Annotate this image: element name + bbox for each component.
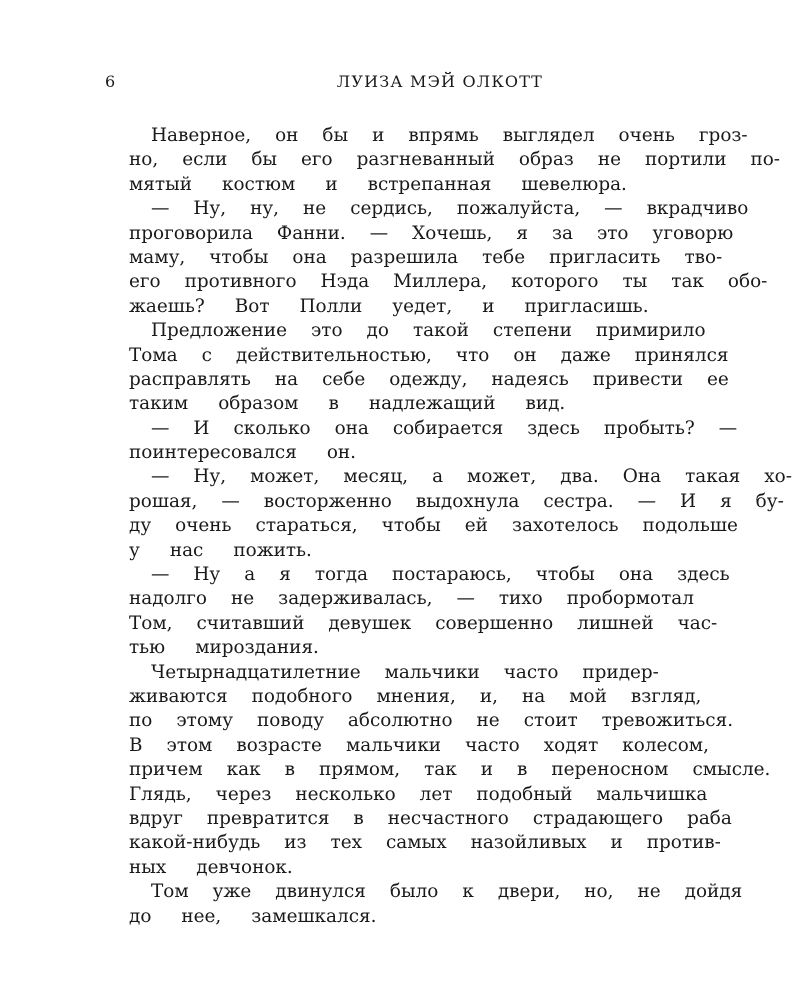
text-line: В этом возрасте мальчики часто ходят колесом, — [129, 734, 709, 756]
text-line: Глядь, через несколько лет подобный мальчишка — [129, 783, 708, 805]
running-head — [105, 72, 543, 96]
text-line: его противного Нэда Миллера, которого ты так обо- — [129, 271, 768, 293]
text-line: — И сколько она собирается здесь пробыть? — — [151, 417, 738, 439]
paragraph — [105, 563, 730, 661]
text-line: до нее, замешкался. — [129, 905, 377, 927]
text-line: Наверное, он бы и впрямь выглядел очень гроз- — [151, 125, 748, 146]
text-line: жаешь? Вот Полли уедет, и пригласишь. — [129, 295, 649, 317]
text-line: Том, считавший девушек совершенно лишней час- — [129, 612, 718, 634]
text-line: ных девчонок. — [129, 856, 293, 878]
paragraph — [105, 124, 781, 197]
text-line: живаются подобного мнения, и, на мой взгляд, — [129, 685, 702, 707]
running-head-author: ЛУИЗА МЭЙ ОЛКОТТ — [336, 72, 543, 91]
text-line: маму, чтобы она разрешила тебе пригласить тво- — [129, 246, 723, 268]
text-line: Предложение это до такой степени примирило — [151, 320, 706, 342]
text-line: вдруг превратится в несчастного страдающего раба — [129, 807, 732, 829]
text-line: Том уже двинулся было к двери, но, не дойдя — [151, 881, 743, 903]
body-text — [105, 124, 792, 929]
text-line: по этому поводу абсолютно не стоит тревожиться. — [129, 710, 734, 732]
text-line: надолго не задерживалась, — тихо пробормотал — [129, 588, 694, 610]
text-line: тью мироздания. — [129, 637, 319, 659]
text-line: таким образом в надлежащий вид. — [129, 393, 566, 415]
text-line: расправлять на себе одежду, надеясь привести ее — [129, 368, 729, 390]
text-line: Четырнадцатилетние мальчики часто придер- — [151, 661, 659, 683]
page-number: 6 — [105, 72, 116, 91]
text-line: — Ну, ну, не сердись, пожалуйста, — вкрадчиво — [151, 198, 749, 220]
paragraph — [105, 661, 771, 881]
paragraph — [105, 880, 743, 929]
paragraph — [105, 197, 768, 319]
text-line: — Ну, может, месяц, а может, два. Она такая хо- — [151, 466, 792, 488]
text-line: проговорила Фанни. — Хочешь, я за это уговорю — [129, 222, 734, 244]
text-line: — Ну а я тогда постараюсь, чтобы она здесь — [151, 564, 730, 586]
text-line: ду очень стараться, чтобы ей захотелось подольше — [129, 515, 738, 537]
paragraph — [105, 319, 729, 417]
text-line: но, если бы его разгневанный образ не портили по- — [129, 149, 781, 171]
text-line: поинтересовался он. — [129, 442, 357, 464]
text-line: мятый костюм и встрепанная шевелюра. — [129, 173, 627, 195]
paragraph — [105, 417, 738, 466]
text-line: Тома с действительностью, что он даже принялся — [129, 344, 729, 366]
paragraph — [105, 465, 792, 563]
text-line: у нас пожить. — [129, 539, 312, 561]
text-line: причем как в прямом, так и в переносном смысле. — [129, 759, 771, 781]
text-line: какой-нибудь из тех самых назойливых и против- — [129, 832, 721, 854]
text-line: рошая, — восторженно выдохнула сестра. — И я бу- — [129, 490, 784, 512]
